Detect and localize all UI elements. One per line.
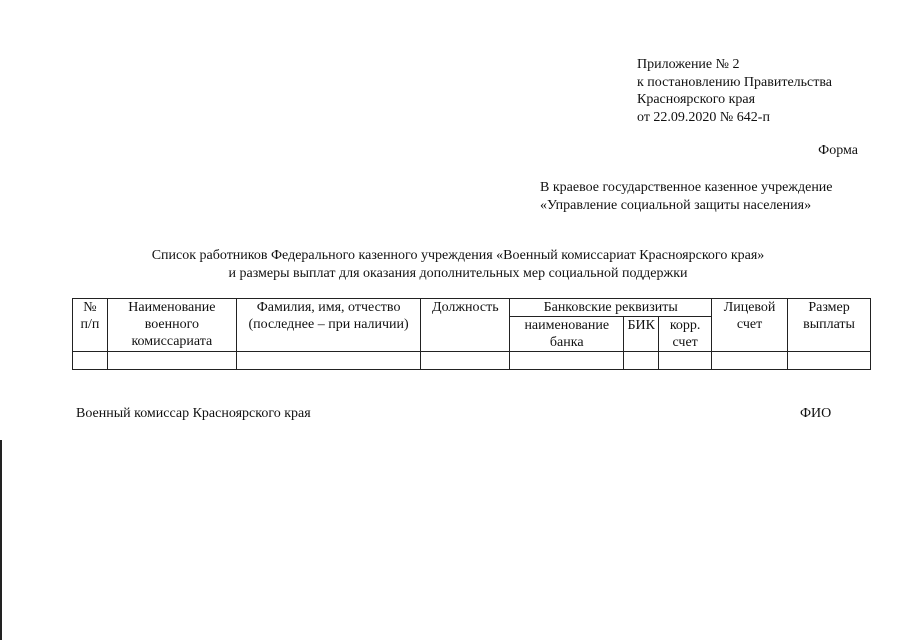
table-cell bbox=[788, 352, 871, 370]
appendix-line: Приложение № 2 bbox=[637, 57, 740, 72]
signature-name: ФИО bbox=[800, 406, 832, 421]
appendix-line: Красноярского края bbox=[637, 92, 756, 107]
header-position: Должность bbox=[421, 299, 510, 352]
header-commissariat: Наименование военного комиссариата bbox=[107, 299, 236, 352]
header-payment-amount: Размер выплаты bbox=[788, 299, 871, 352]
appendix-line: к постановлению Правительства bbox=[637, 74, 833, 90]
addressee-block bbox=[540, 179, 833, 215]
header-corr-account: корр. счет bbox=[659, 317, 712, 352]
table-cell bbox=[236, 352, 421, 370]
header-full-name: Фамилия, имя, отчество (последнее – при наличии) bbox=[236, 299, 421, 352]
table-row bbox=[73, 352, 871, 370]
addressee-line: В краевое государственное казенное учреждение bbox=[540, 180, 833, 195]
table-cell bbox=[624, 352, 659, 370]
table-cell bbox=[421, 352, 510, 370]
header-number: № п/п bbox=[73, 299, 108, 352]
table-cell bbox=[510, 352, 624, 370]
table-cell bbox=[712, 352, 788, 370]
header-personal-account: Лицевой счет bbox=[712, 299, 788, 352]
header-bik: БИК bbox=[624, 317, 659, 352]
table-cell bbox=[73, 352, 108, 370]
header-bank-details: Банковские реквизиты bbox=[510, 299, 712, 317]
scan-page-edge bbox=[0, 440, 2, 640]
table-cell bbox=[659, 352, 712, 370]
addressee-line: «Управление социальной защиты населения» bbox=[540, 198, 812, 213]
header-bank-name: наименование банка bbox=[510, 317, 624, 352]
title-line: и размеры выплат для оказания дополнительных мер социальной поддержки bbox=[228, 266, 688, 281]
appendix-block bbox=[637, 56, 832, 126]
title-line: Список работников Федерального казенного учреждения «Военный комиссариат Красноярского края» bbox=[151, 248, 765, 263]
table-cell bbox=[107, 352, 236, 370]
signature-title: Военный комиссар Красноярского края bbox=[76, 406, 311, 421]
form-label: Форма bbox=[818, 143, 858, 158]
payments-table bbox=[72, 298, 871, 370]
document-title bbox=[60, 247, 856, 283]
appendix-line: от 22.09.2020 № 642-п bbox=[637, 109, 770, 125]
